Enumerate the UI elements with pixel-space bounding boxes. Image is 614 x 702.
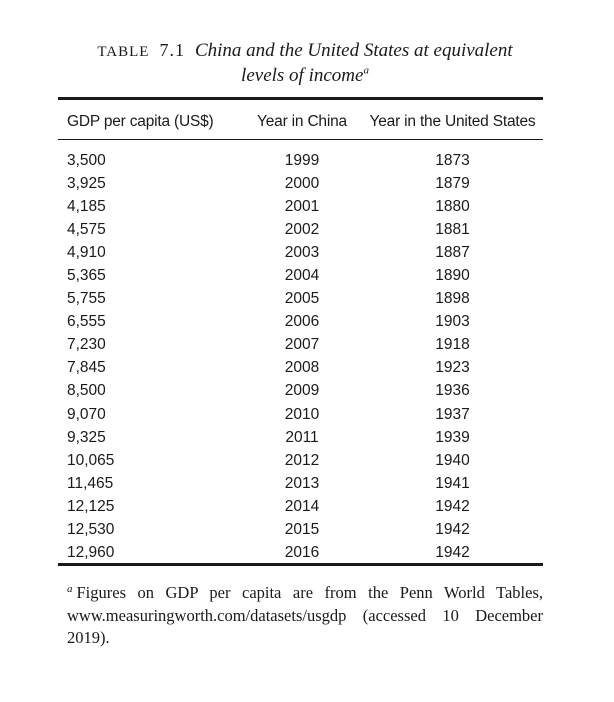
cell-year-china: 2008	[284, 359, 320, 377]
cell-year-us: 1898	[435, 290, 470, 308]
table-row	[58, 172, 543, 195]
cell-gdp: 5,755	[67, 290, 106, 308]
cell-year-china: 2012	[284, 451, 320, 469]
table-row	[58, 449, 543, 472]
table-body	[58, 139, 543, 565]
cell-year-china: 2000	[284, 174, 320, 192]
cell-gdp: 4,575	[67, 220, 106, 238]
cell-year-china: 2014	[284, 497, 320, 515]
cell-gdp: 4,185	[67, 197, 106, 215]
header-rule	[58, 139, 543, 140]
cell-year-china: 2005	[284, 290, 320, 308]
top-rule	[58, 97, 543, 100]
cell-year-china: 2013	[284, 474, 320, 492]
cell-gdp: 6,555	[67, 313, 106, 331]
cell-gdp: 3,925	[67, 174, 106, 192]
cell-year-china: 2003	[284, 243, 320, 261]
cell-year-us: 1881	[435, 220, 470, 238]
data-table	[58, 108, 543, 565]
cell-year-china: 2001	[284, 197, 320, 215]
table-title-line2: levels of income	[241, 65, 364, 86]
cell-year-us: 1941	[435, 474, 470, 492]
header-gdp: GDP per capita (US$)	[67, 113, 214, 130]
cell-year-us: 1942	[435, 497, 470, 515]
cell-gdp: 11,465	[67, 474, 114, 492]
cell-year-china: 2004	[284, 267, 320, 285]
table-caption	[60, 38, 550, 88]
table-row	[58, 542, 543, 565]
cell-gdp: 9,070	[67, 405, 106, 423]
table-row	[58, 334, 543, 357]
table-row	[58, 519, 543, 542]
table-row	[58, 472, 543, 495]
table-row	[58, 264, 543, 287]
cell-gdp: 5,365	[67, 267, 106, 285]
footnote-marker: a	[67, 582, 73, 595]
header-year-china: Year in China	[257, 113, 347, 130]
cell-year-us: 1939	[435, 428, 470, 446]
cell-year-china: 2015	[284, 521, 320, 539]
cell-year-china: 1999	[284, 151, 320, 169]
table-row	[58, 495, 543, 518]
cell-year-us: 1936	[435, 382, 470, 400]
cell-year-china: 2011	[285, 428, 319, 446]
caption-note-marker: a	[363, 64, 369, 77]
cell-year-china: 2010	[284, 405, 320, 423]
footnote	[67, 582, 543, 650]
cell-year-china: 2007	[284, 336, 320, 354]
table-row	[58, 357, 543, 380]
cell-year-china: 2016	[284, 544, 320, 562]
table-row	[58, 426, 543, 449]
cell-year-us: 1873	[435, 151, 470, 169]
cell-gdp: 12,530	[67, 521, 115, 539]
table-row	[58, 403, 543, 426]
cell-gdp: 8,500	[67, 382, 106, 400]
header-row	[58, 108, 543, 139]
footnote-text: Figures on GDP per capita are from the Penn World Tables, www.measuringworth.com/datasets/usgdp (accessed 10 December 2019).	[67, 583, 543, 647]
table-row	[58, 218, 543, 241]
bottom-rule	[58, 563, 543, 566]
table-row	[58, 195, 543, 218]
table-row	[58, 241, 543, 264]
cell-gdp: 7,230	[67, 336, 106, 354]
cell-gdp: 4,910	[67, 243, 106, 261]
cell-gdp: 10,065	[67, 451, 115, 469]
table-title-line1: China and the United States at equivalent	[194, 40, 513, 61]
cell-year-us: 1942	[435, 521, 470, 539]
cell-gdp: 12,125	[67, 497, 115, 515]
table-row	[58, 380, 543, 403]
header-year-us: Year in the United States	[369, 113, 536, 130]
table-label: TABLE	[97, 44, 150, 60]
cell-year-us: 1880	[435, 197, 470, 215]
cell-gdp: 9,325	[67, 428, 106, 446]
cell-year-china: 2002	[284, 220, 320, 238]
cell-gdp: 7,845	[67, 359, 106, 377]
cell-gdp: 3,500	[67, 151, 106, 169]
cell-year-us: 1918	[435, 336, 470, 354]
table-row	[58, 139, 543, 172]
cell-year-us: 1923	[435, 359, 470, 377]
cell-year-china: 2009	[284, 382, 320, 400]
cell-year-us: 1890	[435, 267, 470, 285]
cell-year-us: 1937	[435, 405, 470, 423]
table-number: 7.1	[159, 40, 185, 60]
cell-year-us: 1887	[435, 243, 470, 261]
cell-year-us: 1940	[435, 451, 470, 469]
cell-year-us: 1903	[435, 313, 470, 331]
cell-year-us: 1879	[435, 174, 470, 192]
cell-year-china: 2006	[284, 313, 320, 331]
cell-gdp: 12,960	[67, 544, 115, 562]
cell-year-us: 1942	[435, 544, 470, 562]
table-row	[58, 311, 543, 334]
table-row	[58, 288, 543, 311]
